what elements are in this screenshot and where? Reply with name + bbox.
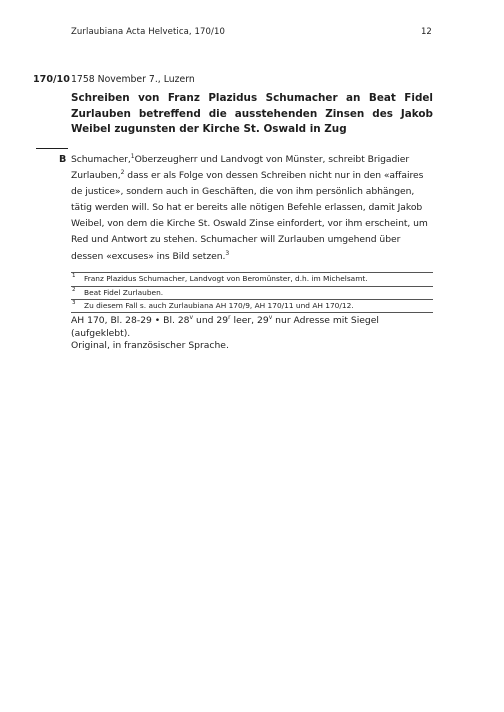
footnote-text: Zu diesem Fall s. auch Zurlaubiana AH 170/9, AH 170/11 und AH 170/12. — [84, 301, 354, 311]
document-title: Schreiben von Franz Plazidus Schumacher an Beat Fidel Zurlauben betreffend die ausstehenden Zinsen des Jakob Weibel zugunsten der Kirche St. Oswald in Zug — [71, 92, 433, 135]
apparatus-part: AH 170, Bl. 28-29 • Bl. 28 — [71, 315, 190, 326]
folio-side: r — [228, 313, 231, 321]
footnote-number: 3 — [72, 300, 76, 307]
summary-text — [71, 152, 433, 265]
footnote-text: Franz Plazidus Schumacher, Landvogt von Beromünster, d.h. im Michelsamt. — [84, 274, 368, 283]
summary-marker: B — [59, 154, 67, 165]
footnote — [71, 272, 433, 286]
document-date-place: 1758 November 7., Luzern — [71, 74, 195, 85]
apparatus-part: nur Adresse mit Siegel (aufgeklebt). — [71, 315, 379, 339]
footnote-ref: 3 — [225, 249, 230, 257]
footnote-number: 1 — [72, 273, 76, 279]
footnote-ref: 1 — [130, 152, 135, 160]
summary-part: Oberzeugherr und Landvogt von Münster, schreibt Brigadier Zurlauben, — [71, 154, 410, 182]
apparatus-part: und 29 — [193, 315, 229, 326]
document-number: 170/10 — [33, 74, 70, 85]
folio-side: v — [268, 313, 273, 321]
summary-part: Schumacher, — [71, 154, 131, 165]
apparatus-part: leer, 29 — [230, 315, 269, 326]
section-rule — [36, 148, 68, 149]
footnote-text: Beat Fidel Zurlauben. — [84, 287, 164, 297]
running-head: Zurlaubiana Acta Helvetica, 170/10 — [71, 27, 226, 37]
apparatus-line-2: Original, in französischer Sprache. — [71, 340, 229, 352]
folio-side: v — [189, 313, 194, 321]
footnote — [71, 286, 433, 300]
source-apparatus — [71, 312, 433, 353]
footnote-ref: 2 — [120, 169, 125, 177]
apparatus-line-1 — [71, 315, 433, 340]
summary-part: dass er als Folge von dessen Schreiben nicht nur in den «affaires de justice», sondern auch in Geschäften, die von ihm persönlich abhängen, tätig werden will. So hat er bereits alle nötigen Befehle erlassen, damit Jakob Weibel, von dem die Kirche St. Oswald Zinse einfordert, vor ihm erscheint, um Red und Antwort zu stehen. Schumacher will Zurlauben umgehend über dessen «excuses» ins Bild setzen. — [71, 170, 428, 262]
footnote — [71, 299, 433, 313]
footnote-number: 2 — [72, 286, 76, 293]
page-number: 12 — [421, 27, 432, 37]
footnotes — [71, 272, 433, 313]
